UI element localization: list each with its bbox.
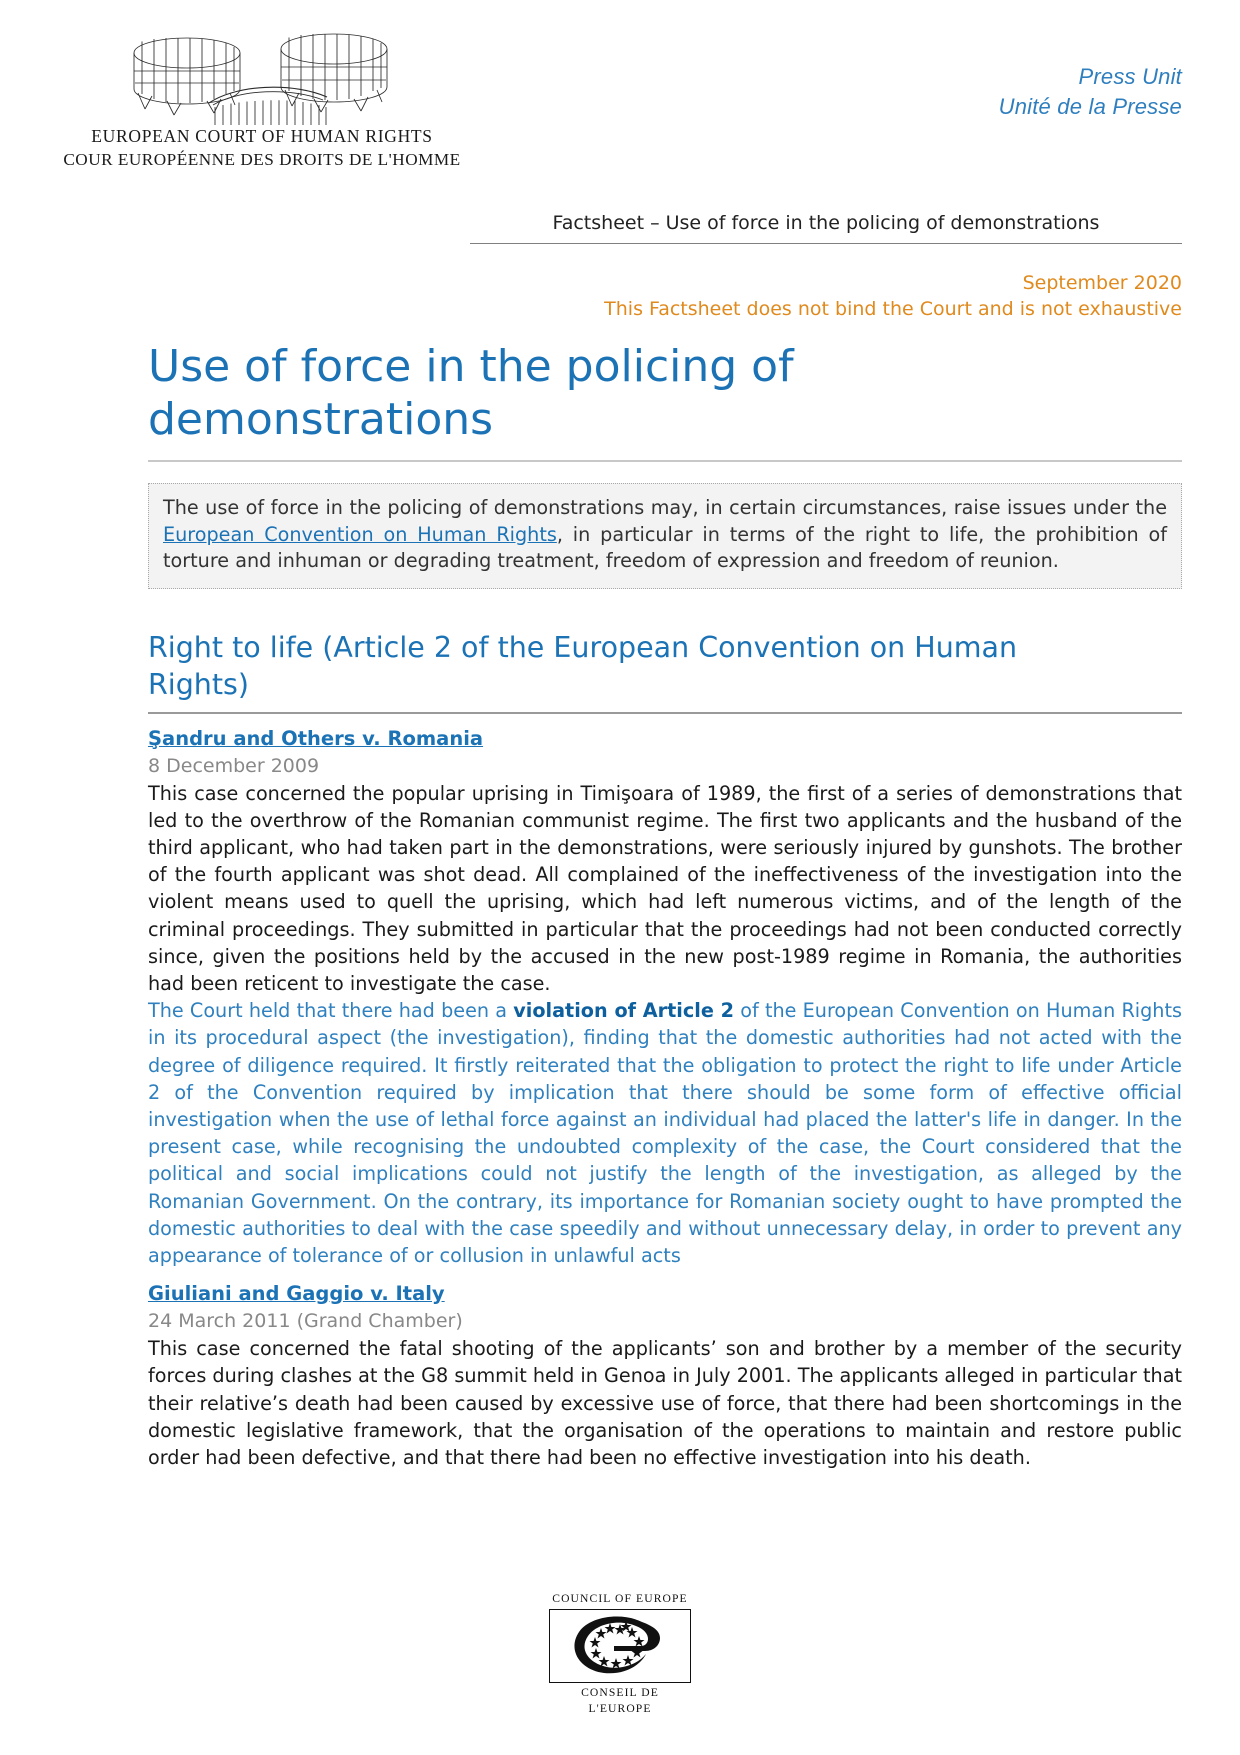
page-title-line1: Use of force in the policing of	[148, 341, 794, 392]
factsheet-running-title: Factsheet – Use of force in the policing of demonstrations	[552, 212, 1100, 234]
section-heading-line1: Right to life (Article 2 of the European Convention on Human	[148, 630, 1018, 664]
page-title	[148, 340, 1182, 446]
intro-callout	[148, 483, 1182, 589]
case-facts-paragraph: This case concerned the popular uprising in Timişoara of 1989, the first of a series of demonstrations that led to the overthrow of the Romanian communist regime. The first two applicants and the husband of the third applicant, who had taken part in the demonstrations, were seriously injured by gunshots. The brother of the fourth applicant was shot dead. All complained of the ineffectiveness of the investigation into the violent means used to quell the uprising, which had left numerous victims, and of the length of the criminal proceedings. They submitted in particular that the proceedings had not been conducted correctly since, given the positions held by the accused in the new post-1989 regime in Romania, the authorities had been reticent to investigate the case.	[148, 781, 1182, 995]
press-unit-label-fr: Unité de la Presse	[998, 94, 1182, 119]
eu-stars	[590, 1621, 645, 1669]
case-title-link[interactable]: Giuliani and Gaggio v. Italy	[148, 1282, 445, 1306]
case-facts-paragraph: This case concerned the fatal shooting of the applicants’ son and brother by a member of the security forces during clashes at the G8 summit held in Genoa in July 2001. The applicants alleged in particular that their relative’s death had been caused by excessive use of force, that there had been shortcomings in the domestic legislative framework, that the organisation of the operations to maintain and restore public order had been defective, and that there had been no effective investigation into his death.	[148, 1337, 1182, 1469]
coe-label-fr: CONSEIL DE L'EUROPE	[581, 1686, 659, 1715]
press-unit-block	[999, 62, 1182, 122]
coe-emblem-frame	[549, 1609, 691, 1683]
section-heading-line2: Rights)	[148, 667, 250, 701]
page-footer	[0, 1591, 1240, 1717]
date-block	[604, 270, 1182, 322]
case-entry	[148, 1281, 1182, 1471]
document-content	[148, 340, 1182, 1471]
court-name-fr: COUR EUROPÉENNE DES DROITS DE L'HOMME	[63, 150, 461, 169]
title-divider	[148, 460, 1182, 462]
case-date: 24 March 2011 (Grand Chamber)	[148, 1310, 463, 1333]
intro-text-after: , in particular in terms of the right to life, the prohibition of torture and inhuman or degrading treatment, freedom of expression and freedom of reunion.	[163, 522, 1167, 572]
court-name-en: EUROPEAN COURT OF HUMAN RIGHTS	[91, 126, 433, 146]
header-divider	[470, 243, 1182, 244]
press-unit-label-en: Press Unit	[1078, 64, 1182, 89]
publication-date: September 2020	[1022, 272, 1182, 294]
council-of-europe-logo	[549, 1591, 691, 1717]
echr-convention-link[interactable]: European Convention on Human Rights	[163, 522, 557, 546]
echr-building-icon	[112, 25, 412, 125]
page-header	[0, 0, 1240, 234]
case-holding-paragraph	[148, 997, 1182, 1269]
section-divider	[148, 712, 1182, 714]
case-entry	[148, 726, 1182, 1270]
page-title-line2: demonstrations	[148, 394, 494, 445]
case-title-link[interactable]: Şandru and Others v. Romania	[148, 726, 484, 750]
holding-text-before: The Court held that there had been a	[148, 999, 514, 1023]
section-heading-right-to-life	[148, 629, 1182, 703]
disclaimer-text: This Factsheet does not bind the Court and is not exhaustive	[604, 298, 1182, 320]
case-date: 8 December 2009	[148, 754, 320, 777]
coe-stars-e-icon	[550, 1610, 689, 1680]
holding-text-after: of the European Convention on Human Rights in its procedural aspect (the investigation), finding that the domestic authorities had not acted with the degree of diligence required. It firstly reiterated that the obligation to protect the right to life under Article 2 of the Convention required by implication that there should be some form of effective official investigation when the use of lethal force against an individual had placed the latter's life in danger. In the present case, while recognising the undoubted complexity of the case, the Court considered that the political and social implications could not justify the length of the investigation, as alleged by the Romanian Government. On the contrary, its importance for Romanian society ought to have prompted the domestic authorities to deal with the case speedily and without unnecessary delay, in order to prevent any appearance of tolerance of or collusion in unlawful acts	[148, 999, 1182, 1267]
coe-label-en: COUNCIL OF EUROPE	[552, 1592, 688, 1605]
intro-text-before: The use of force in the policing of demonstrations may, in certain circumstances, raise issues under the	[163, 496, 1167, 519]
holding-violation-emphasis: violation of Article 2	[513, 999, 734, 1023]
echr-logo	[62, 25, 462, 171]
